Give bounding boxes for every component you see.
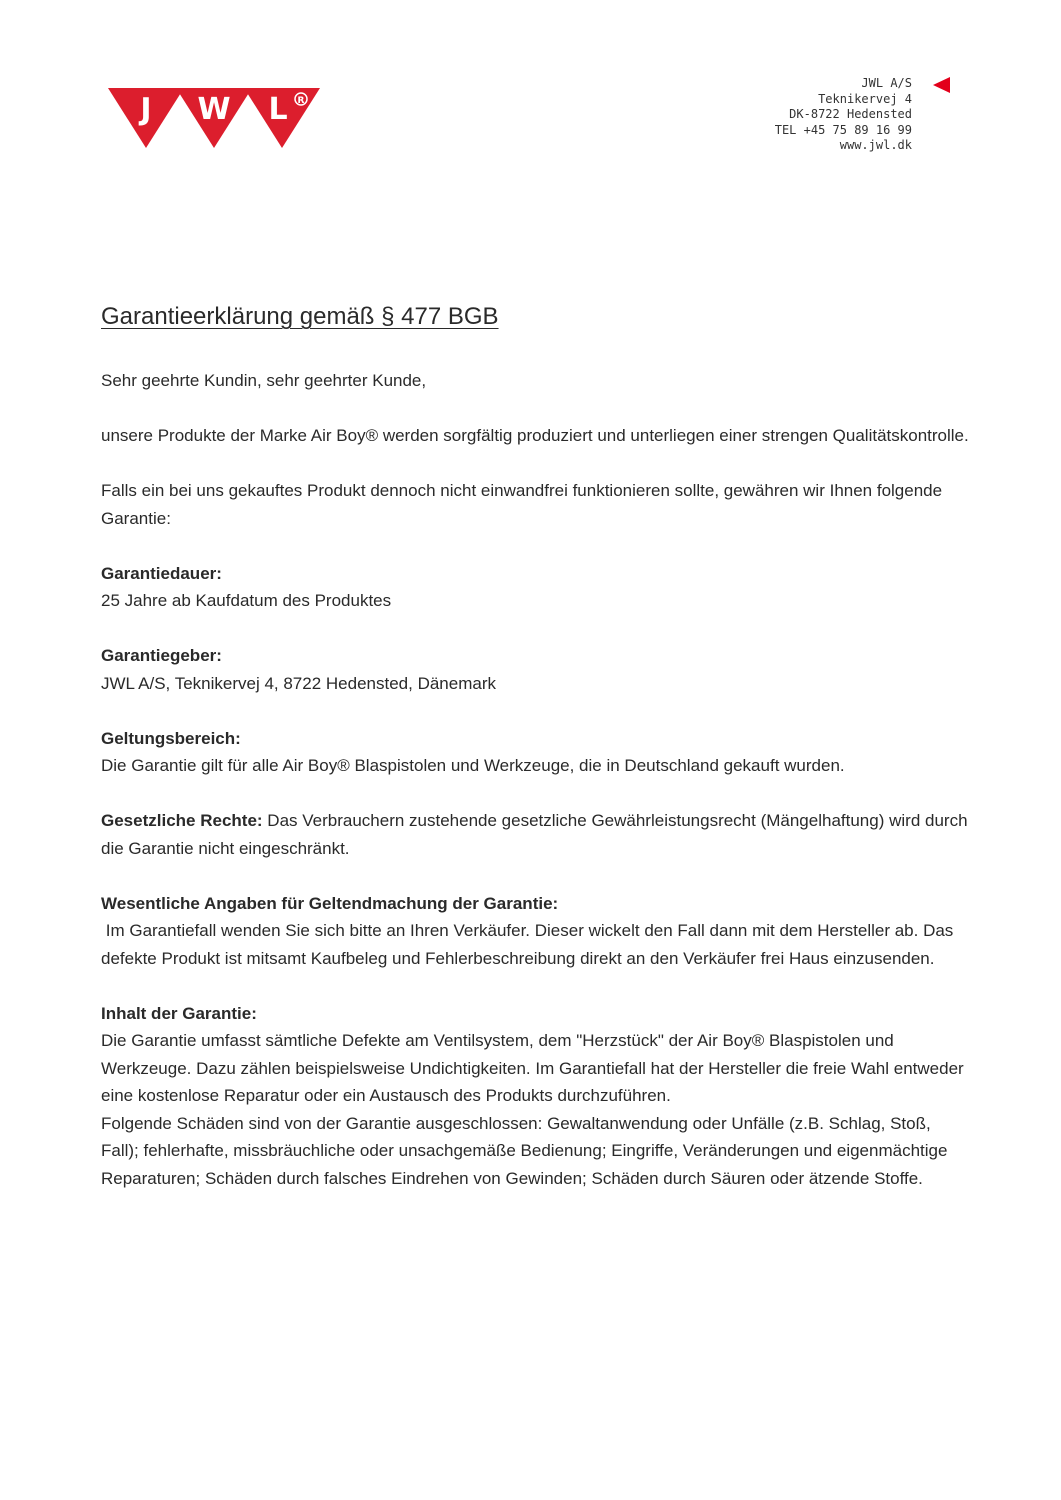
address-web: www.jwl.dk <box>839 138 912 152</box>
intro-paragraph-2: Falls ein bei uns gekauftes Produkt dennoch nicht einwandfrei funktionieren sollte, gewähren wir Ihnen folgende Garantie: <box>101 481 943 528</box>
address-street: Teknikervej 4 <box>818 91 912 106</box>
section-text-exclusions: Folgende Schäden sind von der Garantie ausgeschlossen: Gewaltanwendung oder Unfälle (z.B. Schlag, Stoß, Fall); fehlerhafte, missbräuchliche oder unsachgemäße Bedienung; Eingriffe, Veränderungen und eigenmächtige Reparaturen; Schäden durch falsches Eindrehen von Gewinden; Schäden durch Säuren oder ätzende Stoffe. <box>101 1113 948 1188</box>
section-heading: Geltungsbereich: <box>101 728 241 748</box>
section-garantiegeber <box>101 642 971 697</box>
section-heading: Inhalt der Garantie: <box>101 1003 257 1023</box>
section-garantiedauer <box>101 560 971 615</box>
svg-text:L: L <box>268 92 288 127</box>
section-text: 25 Jahre ab Kaufdatum des Produktes <box>101 591 392 610</box>
section-text: Das Verbrauchern zustehende gesetzliche Gewährleistungsrecht (Mängelhaftung) wird durch die Garantie nicht eingeschränkt. <box>101 811 968 858</box>
section-wesentliche-angaben <box>101 890 971 973</box>
jwl-logo <box>108 86 320 150</box>
salutation: Sehr geehrte Kundin, sehr geehrter Kunde, <box>101 371 427 390</box>
section-heading: Garantiegeber: <box>101 646 222 665</box>
svg-text:W: W <box>197 92 231 127</box>
intro-paragraph: unsere Produkte der Marke Air Boy® werden sorgfältig produziert und unterliegen einer strengen Qualitätskontrolle. <box>101 426 969 445</box>
address-phone: TEL +45 75 89 16 99 <box>774 122 912 137</box>
svg-text:J: J <box>140 92 152 127</box>
section-heading: Wesentliche Angaben für Geltendmachung der Garantie: <box>101 893 559 913</box>
section-heading: Gesetzliche Rechte: <box>101 811 263 830</box>
section-text: Die Garantie gilt für alle Air Boy® Blaspistolen und Werkzeuge, die in Deutschland gekauft wurden. <box>101 756 845 775</box>
section-text: JWL A/S, Teknikervej 4, 8722 Hedensted, Dänemark <box>101 673 496 693</box>
svg-text:R: R <box>297 96 305 106</box>
section-geltungsbereich <box>101 725 971 780</box>
section-text: Die Garantie umfasst sämtliche Defekte am Ventilsystem, dem "Herzstück" der Air Boy® Blaspistolen und Werkzeuge. Dazu zählen beispielsweise Undichtigkeiten. Im Garantiefall hat der Hersteller die freie Wahl entweder eine kostenlose Reparatur oder ein Austausch des Produkts durchzuführen. <box>101 1031 964 1105</box>
section-inhalt <box>101 1000 971 1193</box>
red-triangle-icon <box>933 77 950 93</box>
address-company: JWL A/S <box>861 76 912 90</box>
section-heading: Garantiedauer: <box>101 563 222 583</box>
page-title: Garantieerklärung gemäß § 477 BGB <box>101 303 499 330</box>
section-gesetzliche-rechte <box>101 807 971 862</box>
document-body <box>101 301 971 1220</box>
company-address <box>775 76 912 154</box>
address-city: DK-8722 Hedensted <box>789 107 912 121</box>
section-text: Im Garantiefall wenden Sie sich bitte an Ihren Verkäufer. Dieser wickelt den Fall dann mit dem Hersteller ab. Das defekte Produkt ist mitsamt Kaufbeleg und Fehlerbeschreibung direkt an den Verkäufer frei Haus einzusenden. <box>101 921 959 968</box>
